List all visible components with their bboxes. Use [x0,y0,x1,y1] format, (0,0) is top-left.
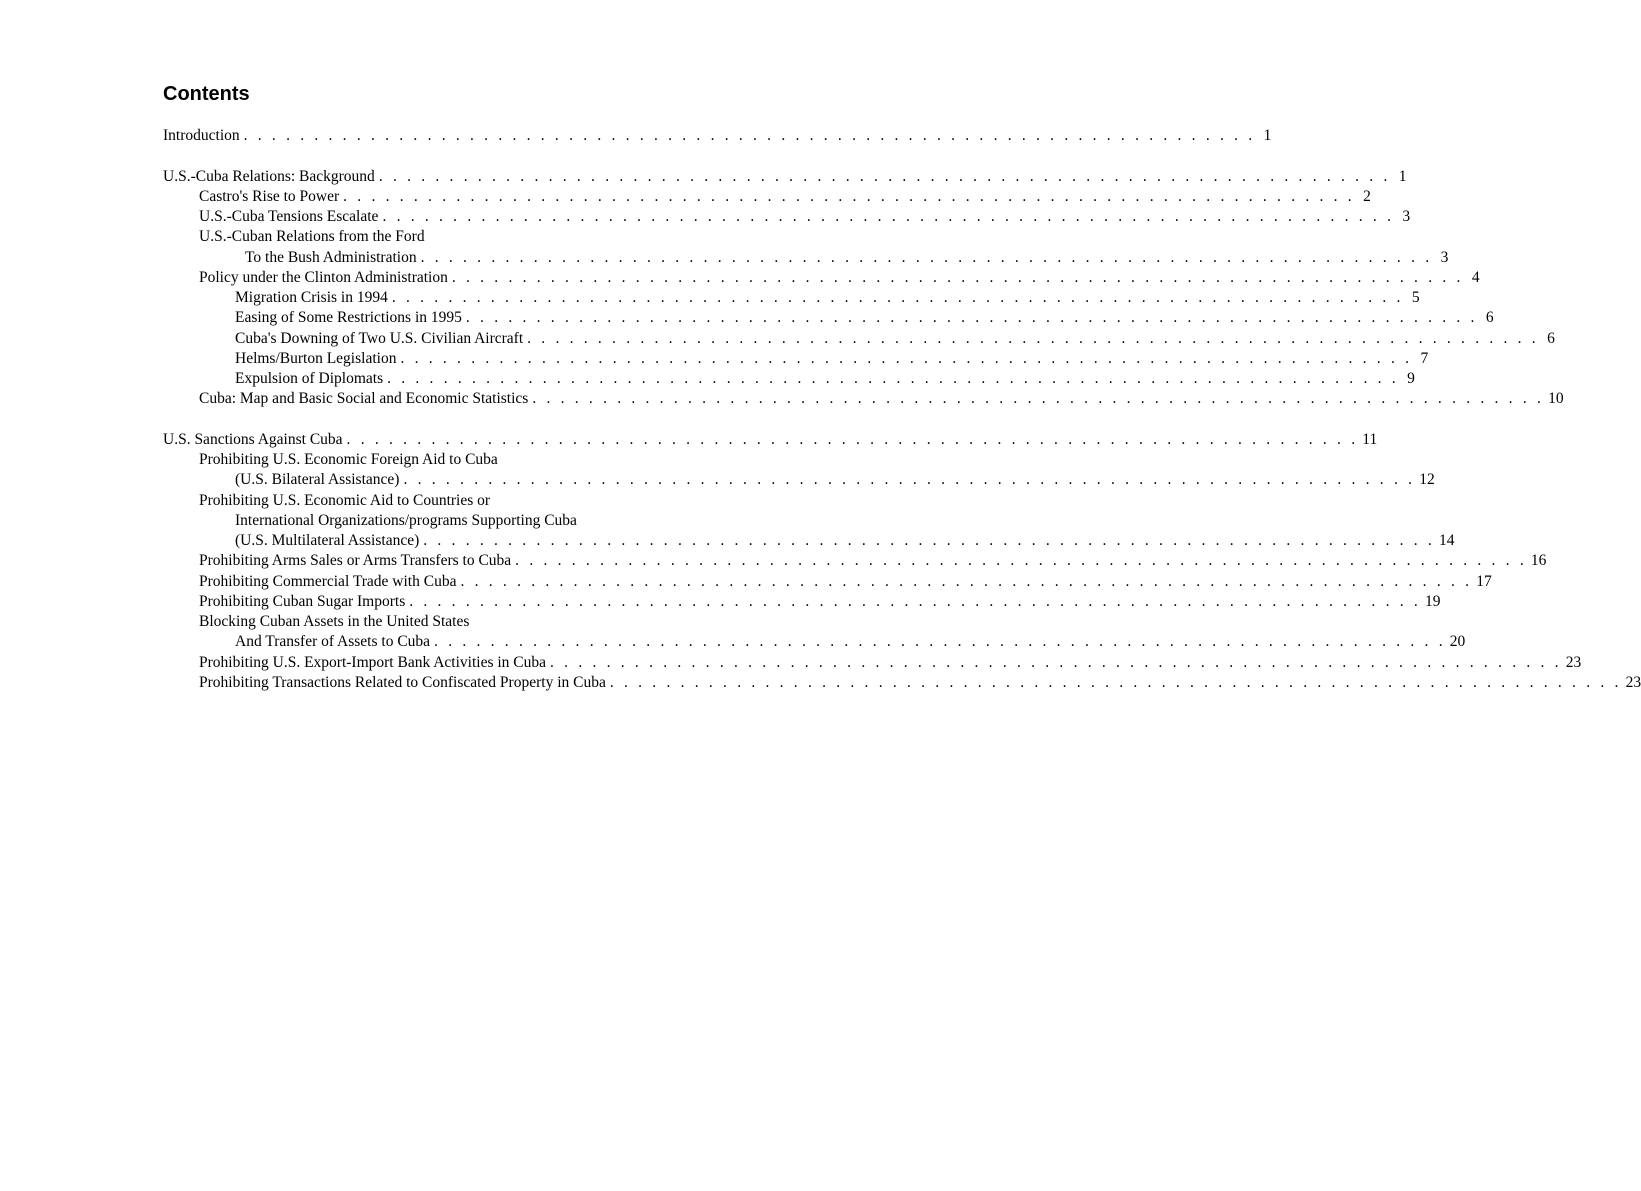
toc-page-number: 6 [1485,309,1494,327]
toc-entry-title: International Organizations/programs Supporting Cuba [235,512,581,529]
toc-entry-export-import-bank[interactable] [163,653,1582,673]
toc-page-number: 9 [1407,370,1415,387]
toc-page-number: 3 [1402,208,1411,225]
toc-leader: . . . . . . . . . . . . . . . . . . . . . . . . . . . . . . . . . . . . . . . . . . . . . . . . . . . . . . . . . . . . . . . . . . . . . . . . [451,268,1464,286]
toc-page-number: 17 [1476,572,1492,590]
toc-entry-title: Prohibiting Commercial Trade with Cuba [199,572,460,592]
toc-leader: . . . . . . . . . . . . . . . . . . . . . . . . . . . . . . . . . . . . . . . . . . . . . . . . . . . . . . . . . . . . . . . . . . . . . . . . [423,532,1435,549]
contents-page [163,82,1641,693]
toc-entry-map-statistics[interactable] [163,389,1564,409]
toc-entry-ford-bush-line1[interactable] [163,227,759,247]
toc-entry-multilateral-line3[interactable] [163,531,1455,551]
toc-entry-title: Castro's Rise to Power [199,187,343,207]
toc-leader: . . . . . . . . . . . . . . . . . . . . . . . . . . . . . . . . . . . . . . . . . . . . . . . . . . . . . . . . . . . . . . . . . . . . . . . . [409,592,1421,610]
toc-entry-introduction[interactable] [163,126,1272,146]
toc-entry-title: U.S.-Cuba Relations: Background [163,167,379,187]
toc-entry-title: To the Bush Administration [245,248,421,268]
toc-page-number: 4 [1471,268,1480,286]
toc-leader: . . . . . . . . . . . . . . . . . . . . . . . . . . . . . . . . . . . . . . . . . . . . . . . . . . . . . . . . . . . . . . . . . . . . . . . . [465,309,1478,327]
toc-entry-bilateral-line1[interactable] [163,450,759,470]
toc-entry-clinton-policy[interactable] [163,268,1480,288]
toc-page-number: 6 [1547,329,1555,347]
toc-entry-title: Prohibiting U.S. Economic Foreign Aid to Cuba [199,451,502,468]
toc-entry-bilateral-line2[interactable] [163,470,1435,490]
toc-entry-expulsion-diplomats[interactable] [163,369,1415,389]
toc-leader: . . . . . . . . . . . . . . . . . . . . . . . . . . . . . . . . . . . . . . . . . . . . . . . . . . . . . . . . . . . . . . . . . . . . . . . . [460,572,1473,590]
toc-entry-migration-crisis[interactable] [163,288,1420,308]
toc-entry-easing-restrictions[interactable] [163,308,1494,328]
toc-entry-title: Prohibiting U.S. Export-Import Bank Activities in Cuba [199,653,550,673]
toc-leader: . . . . . . . . . . . . . . . . . . . . . . . . . . . . . . . . . . . . . . . . . . . . . . . . . . . . . . . . . . . . . . . . . . . . . . . . [391,289,1404,306]
toc-entry-title: Cuba's Downing of Two U.S. Civilian Aircraft [235,329,527,349]
toc-page-number: 10 [1548,390,1564,408]
toc-leader: . . . . . . . . . . . . . . . . . . . . . . . . . . . . . . . . . . . . . . . . . . . . . . . . . . . . . . . . . . . . . . . . . . . . . . . . [378,167,1391,185]
toc-page-number: 3 [1440,248,1449,266]
toc-entry-title: Introduction [163,126,244,146]
toc-entry-title: Prohibiting Cuban Sugar Imports [199,592,409,612]
toc-entry-sanctions[interactable] [163,430,1378,450]
toc-leader: . . . . . . . . . . . . . . . . . . . . . . . . . . . . . . . . . . . . . . . . . . . . . . . . . . . . . . . . . . . . . . . . . . . . . . . . [550,653,1562,671]
toc-leader: . . . . . . . . . . . . . . . . . . . . . . . . . . . . . . . . . . . . . . . . . . . . . . . . . . . . . . . . . . . . . . . . . . . . . . . . [346,430,1359,448]
toc-entry-title: Cuba: Map and Basic Social and Economic Statistics [199,389,532,409]
toc-entry-title: (U.S. Bilateral Assistance) [235,470,403,490]
toc-entry-title: U.S. Sanctions Against Cuba [163,430,347,450]
toc-page-number: 23 [1625,673,1641,691]
toc-entry-title: Expulsion of Diplomats [235,369,387,389]
toc-page-number: 11 [1362,430,1378,448]
toc-page-number: 23 [1565,653,1582,671]
toc-entry-helms-burton[interactable] [163,349,1429,369]
toc-entry-title: Migration Crisis in 1994 [235,288,392,308]
toc-entry-confiscated-property[interactable] [163,673,1641,693]
toc-page-number: 16 [1530,552,1547,570]
toc-entry-arms-sales[interactable] [163,551,1547,571]
page-title: Contents [163,83,250,105]
toc-page-number: 2 [1363,187,1371,205]
toc-leader: . . . . . . . . . . . . . . . . . . . . . . . . . . . . . . . . . . . . . . . . . . . . . . . . . . . . . . . . . . . . . . . . . . . . . . . . [434,633,1446,651]
toc-entry-ford-bush-line2[interactable] [163,248,1449,268]
toc-leader: . . . . . . . . . . . . . . . . . . . . . . . . . . . . . . . . . . . . . . . . . . . . . . . . . . . . . . . . . . . . . . . . . . . . . . . . [400,349,1413,367]
toc-leader: . . . . . . . . . . . . . . . . . . . . . . . . . . . . . . . . . . . . . . . . . . . . . . . . . . . . . . . . . . . . . . . . . . . . . . . . [420,248,1433,266]
toc-page-number: 19 [1424,592,1441,610]
toc-entry-title: Prohibiting U.S. Economic Aid to Countries or [199,492,494,509]
toc-page-number: 7 [1420,349,1429,367]
toc-leader: . . . . . . . . . . . . . . . . . . . . . . . . . . . . . . . . . . . . . . . . . . . . . . . . . . . . . . . . . . . . . . . . . . . . . . . . [532,390,1545,408]
toc-entry-title: Helms/Burton Legislation [235,349,400,369]
toc-entry-title: Prohibiting Transactions Related to Confiscated Property in Cuba [199,673,610,693]
toc-entry-title: And Transfer of Assets to Cuba [235,632,434,652]
toc-leader: . . . . . . . . . . . . . . . . . . . . . . . . . . . . . . . . . . . . . . . . . . . . . . . . . . . . . . . . . . . . . . . . . . . . . . . . [527,329,1539,347]
toc-entry-background[interactable] [163,167,1407,187]
toc-entry-blocking-assets-line1[interactable] [163,612,759,632]
table-of-contents [163,126,1641,693]
toc-page-number: 12 [1419,471,1435,489]
toc-page-number: 1 [1263,127,1272,144]
toc-entry-aircraft-downing[interactable] [163,329,1555,349]
toc-entry-sugar-imports[interactable] [163,592,1441,612]
toc-entry-title: U.S.-Cuba Tensions Escalate [199,207,382,227]
toc-leader: . . . . . . . . . . . . . . . . . . . . . . . . . . . . . . . . . . . . . . . . . . . . . . . . . . . . . . . . . . . . . . . . . . . . . . . . [609,673,1622,691]
toc-leader: . . . . . . . . . . . . . . . . . . . . . . . . . . . . . . . . . . . . . . . . . . . . . . . . . . . . . . . . . . . . . . . . . . . . . . . . [387,370,1399,387]
toc-entry-title: (U.S. Multilateral Assistance) [235,531,423,551]
toc-entry-title: U.S.-Cuban Relations from the Ford [199,228,429,245]
toc-page-number: 20 [1449,633,1466,651]
toc-page-number: 14 [1438,532,1455,549]
toc-leader: . . . . . . . . . . . . . . . . . . . . . . . . . . . . . . . . . . . . . . . . . . . . . . . . . . . . . . . . . . . . . . . . . . . . . . . . [403,471,1416,489]
toc-entry-commercial-trade[interactable] [163,572,1492,592]
toc-entry-blocking-assets-line2[interactable] [163,632,1466,652]
toc-page-number: 5 [1411,289,1420,306]
toc-entry-tensions-escalate[interactable] [163,207,1411,227]
toc-leader: . . . . . . . . . . . . . . . . . . . . . . . . . . . . . . . . . . . . . . . . . . . . . . . . . . . . . . . . . . . . . . . . . . . . . . . . [515,552,1527,570]
toc-entry-multilateral-line1[interactable] [163,491,759,511]
toc-entry-title: Policy under the Clinton Administration [199,268,452,288]
toc-entry-title: Easing of Some Restrictions in 1995 [235,308,466,328]
toc-entry-castro-rise[interactable] [163,187,1371,207]
toc-entry-title: Blocking Cuban Assets in the United States [199,613,473,630]
toc-page-number: 1 [1398,167,1407,185]
toc-entry-multilateral-line2[interactable] [163,511,759,531]
toc-leader: . . . . . . . . . . . . . . . . . . . . . . . . . . . . . . . . . . . . . . . . . . . . . . . . . . . . . . . . . . . . . . . . . . . . . . . . [243,127,1256,144]
toc-leader: . . . . . . . . . . . . . . . . . . . . . . . . . . . . . . . . . . . . . . . . . . . . . . . . . . . . . . . . . . . . . . . . . . . . . . . . [382,208,1395,225]
toc-leader: . . . . . . . . . . . . . . . . . . . . . . . . . . . . . . . . . . . . . . . . . . . . . . . . . . . . . . . . . . . . . . . . . . . . . . . . [343,187,1355,205]
toc-entry-title: Prohibiting Arms Sales or Arms Transfers to Cuba [199,551,515,571]
